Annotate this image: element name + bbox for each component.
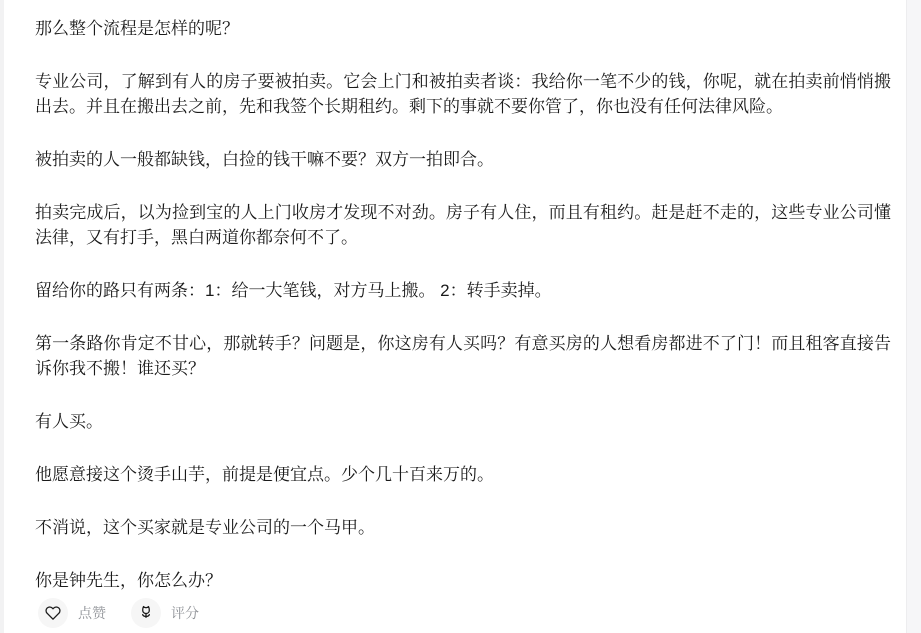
paragraph: 被拍卖的人一般都缺钱，白捡的钱干嘛不要？双方一拍即合。 (35, 150, 494, 169)
right-gutter (906, 0, 921, 633)
heart-icon (38, 598, 68, 628)
paragraph: 专业公司，了解到有人的房子要被拍卖。它会上门和被拍卖者谈：我给你一笔不少的钱，你呢，就在拍卖前悄悄搬出去。并且在搬出去之前，先和我签个长期租约。剩下的事就不要你管了，你也没有任何法律风险。 (35, 72, 891, 116)
rate-label: 评分 (171, 605, 199, 621)
paragraph: 有人买。 (35, 412, 103, 431)
like-label: 点赞 (78, 605, 106, 621)
flower-icon (131, 598, 161, 628)
left-gutter (0, 0, 4, 633)
paragraph: 那么整个流程是怎样的呢？ (35, 19, 239, 38)
like-button[interactable] (38, 598, 106, 628)
paragraph: 他愿意接这个烫手山芋，前提是便宜点。少个几十百来万的。 (35, 465, 494, 484)
paragraph: 你是钟先生，你怎么办？ (35, 571, 222, 590)
paragraph: 留给你的路只有两条：1：给一大笔钱，对方马上搬。 2：转手卖掉。 (35, 281, 552, 300)
action-bar (35, 593, 891, 633)
rate-button[interactable] (131, 598, 199, 628)
paragraph: 拍卖完成后，以为捡到宝的人上门收房才发现不对劲。房子有人住，而且有租约。赶是赶不走的，这些专业公司懂法律，又有打手，黑白两道你都奈何不了。 (35, 203, 891, 247)
article-content (35, 0, 891, 633)
paragraph: 不消说，这个买家就是专业公司的一个马甲。 (35, 518, 375, 537)
article-body (35, 16, 891, 593)
paragraph: 第一条路你肯定不甘心，那就转手？问题是，你这房有人买吗？有意买房的人想看房都进不了门！而且租客直接告诉你我不搬！谁还买？ (35, 334, 891, 378)
